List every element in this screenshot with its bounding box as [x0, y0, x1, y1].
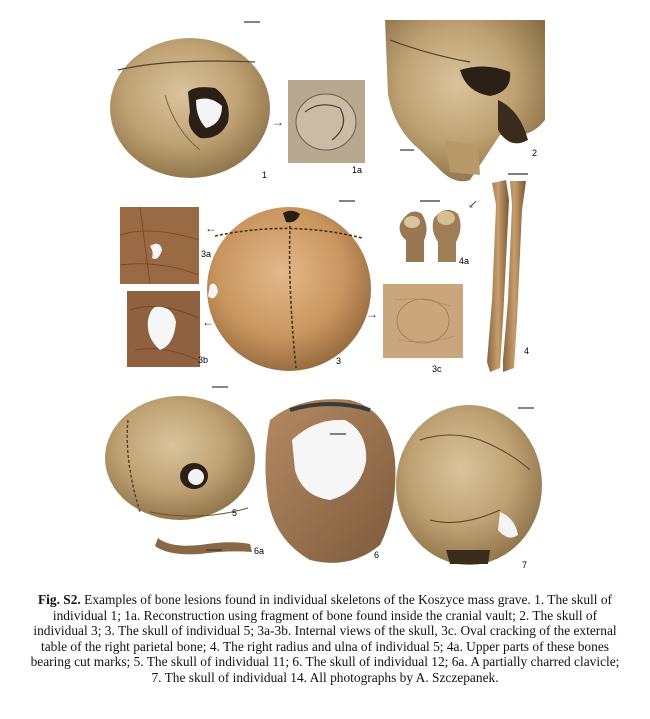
panel-3-label: 3 — [336, 356, 342, 366]
panel-3a-label: 3a — [201, 249, 212, 259]
panel-4-label: 4 — [524, 346, 530, 356]
panel-3b-internal-view — [127, 291, 200, 367]
panel-3c-oval-cracking — [383, 284, 463, 358]
caption-label: Fig. S2. — [38, 592, 81, 607]
panel-7-skull — [396, 405, 542, 565]
panel-4a-bone-ends — [400, 201, 461, 262]
panel-2-skull — [385, 20, 545, 181]
panel-6-label: 6 — [374, 550, 380, 560]
caption-text: Examples of bone lesions found in individual skeletons of the Koszyce mass grave. 1. The skull of individual 1; 1a. Reconstruction using fragment of bone found inside the cranial vault; 2. The skull of individual 3; 3. The skull of individual 5; 3a-3b. Internal views of the skull, 3c. Oval cracking of the external table of the right parietal bone; 4. The right radius and ulna of individual 5; 4a. Upper parts of these bones bearing cut marks; 5. The skull of individual 11; 6. The skull of individual 12; 6a. A partially charred clavicle; 7. The skull of individual 14. All photographs by A. Szczepanek. — [30, 592, 620, 685]
panel-1a-label: 1a — [352, 165, 363, 175]
panel-4-radius-ulna — [487, 174, 528, 372]
figure-caption — [28, 592, 622, 686]
arrow-down-left-icon: ↙ — [468, 197, 479, 211]
panel-2-label: 2 — [532, 148, 538, 158]
panel-6a-clavicle — [155, 538, 252, 554]
panel-6-skull — [265, 399, 395, 563]
arrow-right-icon: → — [272, 115, 284, 129]
panel-3a-internal-view — [120, 207, 199, 284]
panel-1-label: 1 — [262, 170, 268, 180]
panel-3c-label: 3c — [432, 364, 442, 374]
panel-7-label: 7 — [522, 560, 528, 570]
panel-3-skull — [207, 201, 371, 371]
panel-3b-label: 3b — [198, 355, 209, 365]
panel-1a-reconstruction — [288, 80, 365, 163]
arrow-right-icon: → — [366, 307, 378, 321]
arrow-left-icon: ← — [205, 221, 217, 235]
panel-5-label: 5 — [232, 508, 238, 518]
panel-6a-label: 6a — [254, 546, 265, 556]
panel-5-skull — [105, 387, 255, 520]
panel-1-skull — [110, 22, 270, 178]
arrow-left-icon: ← — [202, 315, 214, 329]
panel-4a-label: 4a — [459, 256, 470, 266]
